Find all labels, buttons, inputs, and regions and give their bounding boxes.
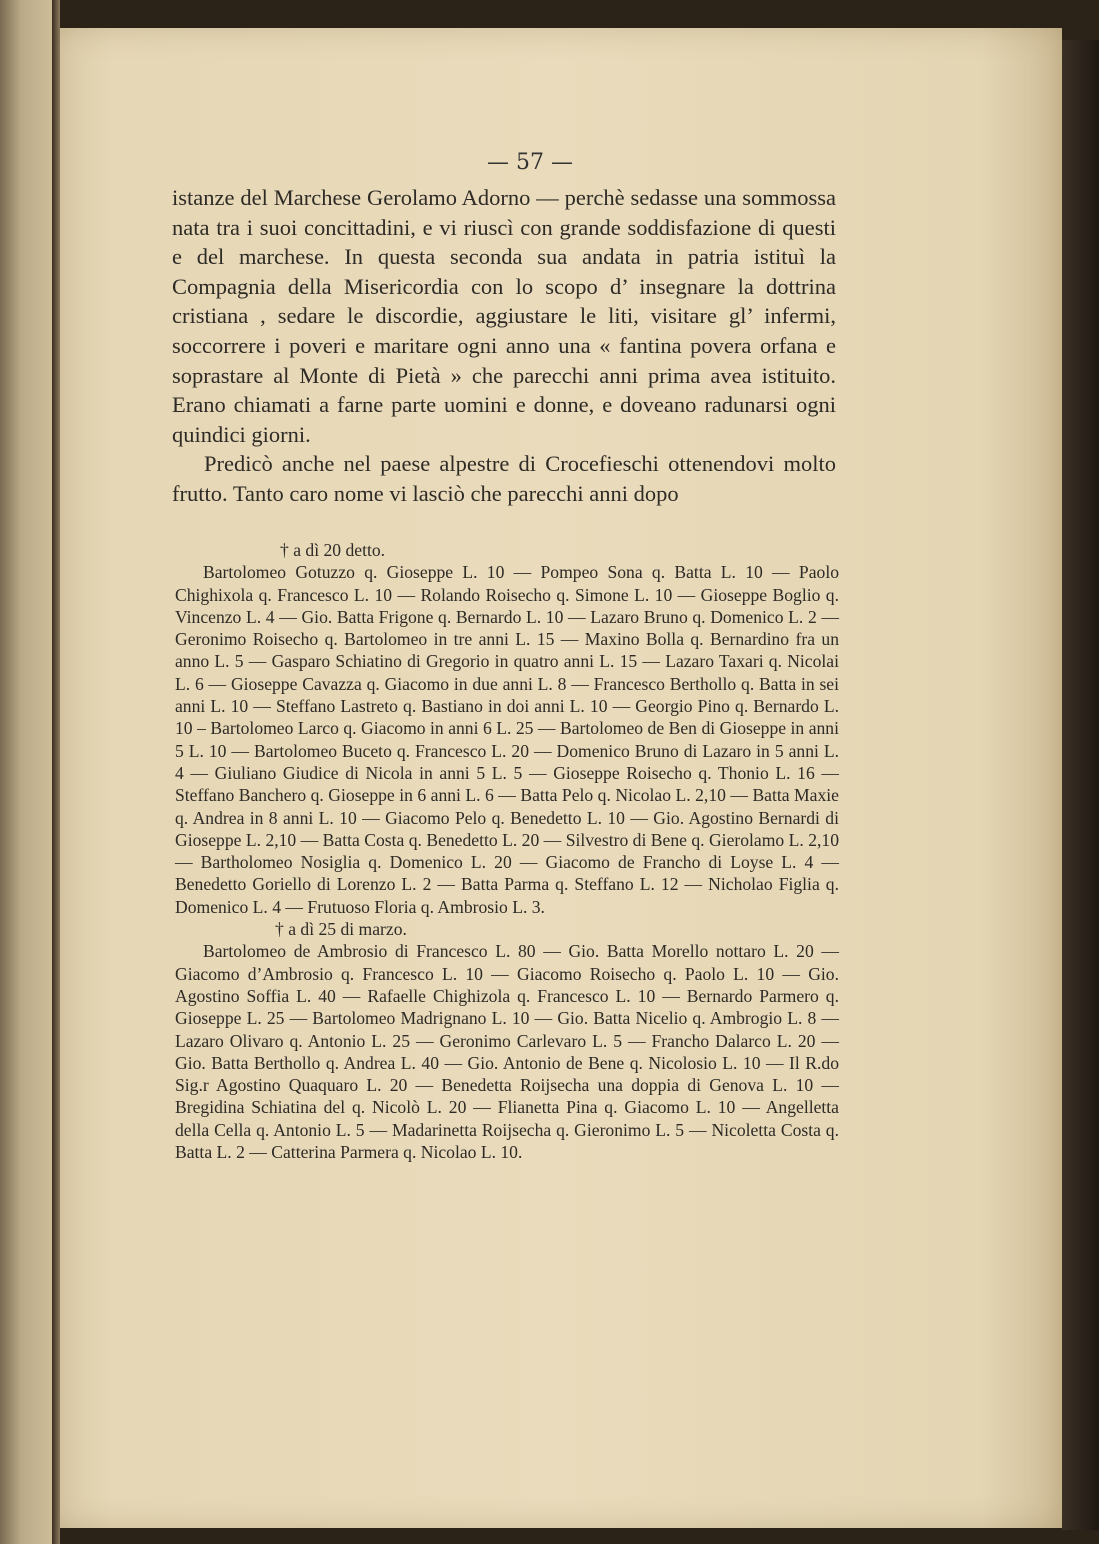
- main-paragraph-1: istanze del Marchese Gerolamo Adorno — perchè sedasse una sommossa nata tra i suoi concittadini, e vi riuscì con grande soddisfazione di questi e del marchese. In questa seconda sua andata in patria istituì la Compagnia della Misericordia con lo scopo d’ insegnare la dottrina cristiana , sedare le discordie, aggiustare le liti, visitare gl’ infermi, soccorrere i poveri e maritare ogni anno una « fantina povera orfana e soprastare al Monte di Pietà » che parecchi anni prima avea istituito. Erano chiamati a farne parte uomini e donne, e doveano radunarsi ogni quindici giorni.: [172, 185, 836, 447]
- notes-block: [175, 539, 839, 1163]
- left-page-edge: [0, 0, 52, 1544]
- notes-text-1: Bartolomeo Gotuzzo q. Gioseppe L. 10 — Pompeo Sona q. Batta L. 10 — Paolo Chighixola q. Francesco L. 10 — Rolando Roisecho q. Simone L. 10 — Gioseppe Boglio q. Vincenzo L. 4 — Gio. Batta Frigone q. Bernardo L. 10 — Lazaro Bruno q. Domenico L. 2 — Geronimo Roisecho q. Bartolomeo in tre anni L. 15 — Maxino Bolla q. Bernardino fra un anno L. 5 — Gasparo Schiatino di Gregorio in quatro anni L. 15 — Lazaro Taxari q. Nicolai L. 6 — Gioseppe Cavazza q. Giacomo in due anni L. 8 — Francesco Bertholl​o q. Batta in sei anni L. 10 — Steffano Lastreto q. Bastiano in doi anni L. 10 — Georgio Pino q. Bernardo L. 10 – Bartolomeo Larco q. Giacomo in anni 6 L. 25 — Bartolomeo de Ben di Gioseppe in anni 5 L. 10 — Bartolomeo Buceto q. Francesco L. 20 — Domenico Bruno di Lazaro in 5 anni L. 4 — Giuliano Giudice di Nicola in anni 5 L. 5 — Gioseppe Roisecho q. Thonio L. 16 — Steffano Banchero q. Gioseppe in 6 anni L. 6 — Batta Pelo q. Nicolao L. 2,10 — Batta Maxie q. Andrea in 8 anni L. 10 — Giacomo Pelo q. Benedetto L. 10 — Gio. Agostino Bernardi di Gioseppe L. 2,10 — Batta Costa q. Benedetto L. 20 — Silvestro di Bene q. Gierolamo L. 2,10 — Bartholomeo Nosiglia q. Domenico L. 20 — Giacomo de Francho di Loyse L. 4 — Benedetto Goriello di Lorenzo L. 2 — Batta Parma q. Steffano L. 12 — Nicholao Figlia q. Domenico L. 4 — Frutuoso Floria q. Ambrosio L. 3.: [175, 562, 839, 917]
- notes-text-2: Bartolomeo de Ambrosio di Francesco L. 80 — Gio. Batta Morello nottaro L. 20 — Giacomo d’Ambrosio q. Francesco L. 10 — Giacomo Roisecho q. Paolo L. 10 — Gio. Agostino Soffia L. 40 — Rafaelle Chighizola q. Francesco L. 10 — Bernardo Parmero q. Gioseppe L. 25 — Bartolomeo Madrignano L. 10 — Gio. Batta Nicelio q. Ambrogio L. 8 — Lazaro Olivaro q. Antonio L. 25 — Geronimo Carlevaro L. 5 — Francho Dalarco L. 20 — Gio. Batta Bertholl​o q. Andrea L. 40 — Gio. Antonio de Bene q. Nicolosio L. 10 — Il R.do Sig.r Agostino Quaquaro L. 20 — Benedetta Roijsecha una doppia di Genova L. 10 — Bregidina Schiatina del q. Nicolò L. 20 — Flianetta Pina q. Giacomo L. 10 — Angelletta della Cella q. Antonio L. 5 — Madarinetta Roijsecha q. Gieronimo L. 5 — Nicoletta Costa q. Batta L. 2 — Catterina Parmera q. Nicolao L. 10.: [175, 941, 839, 1163]
- page-number: — 57 —: [487, 150, 573, 175]
- main-paragraph-2: Predicò anche nel paese alpestre di Crocefieschi ottenendovi molto frutto. Tanto caro nome vi lasciò che parecchi anni dopo: [172, 451, 836, 506]
- book-spine: [52, 0, 60, 1544]
- background-edge: [1062, 40, 1099, 1530]
- notes-heading-2: † a dì 25 di marzo.: [275, 919, 407, 940]
- notes-heading-1: † a dì 20 detto.: [280, 540, 386, 560]
- main-text: [172, 183, 836, 509]
